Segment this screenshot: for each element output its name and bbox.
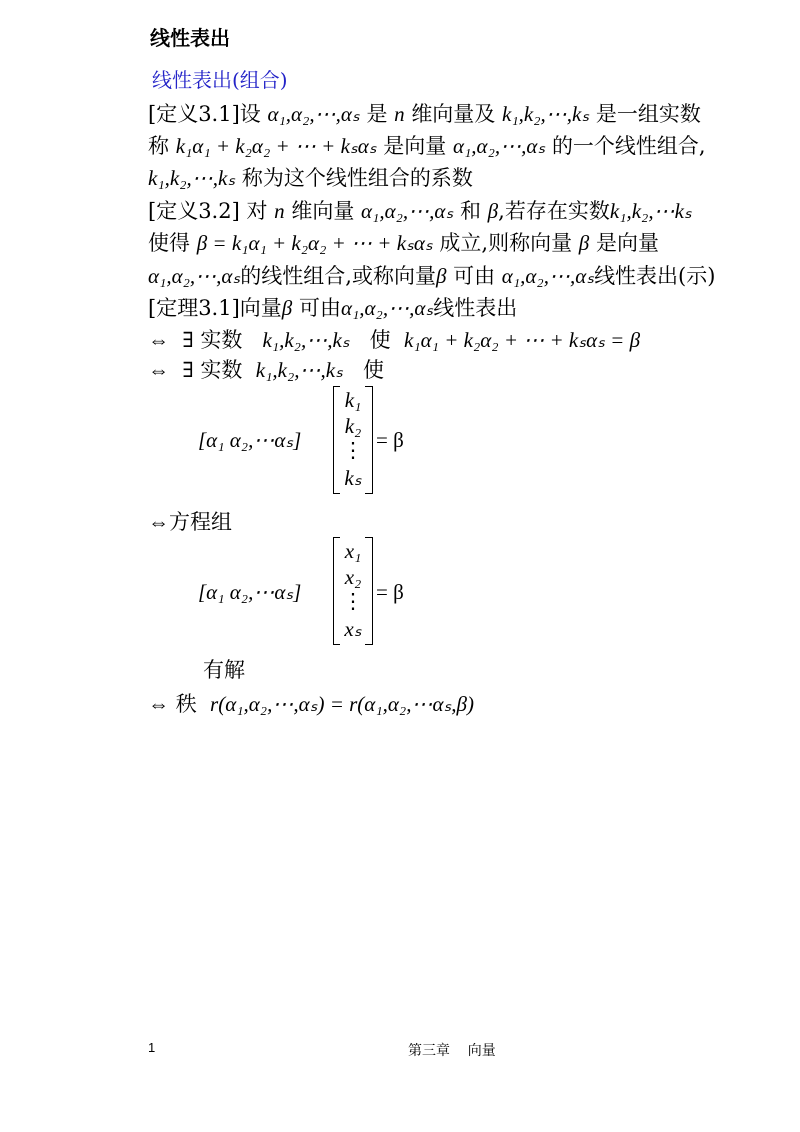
equivalence-line-4: [148, 688, 474, 718]
beta-symbol: β: [281, 296, 293, 320]
exists-text: ∃ 实数: [182, 358, 243, 382]
matrix-equation-2-lhs: [198, 580, 301, 605]
unknown-column-vector: [333, 537, 373, 645]
linear-combination-expr: k₁α₁ + k₂α₂ + ⋯ + kₛαₛ = β: [404, 328, 641, 352]
chapter-title: 第三章 向量: [408, 1043, 496, 1059]
iff-arrow-icon: ⇔: [148, 328, 169, 352]
definition-3-1-line-1: [148, 98, 701, 128]
definition-3-2-line-1: [148, 195, 692, 225]
vector-list: α₁,α₂,⋯,αₛ: [452, 134, 546, 158]
text-fragment: 和: [459, 199, 481, 223]
theorem-tag: [定理3.1]向量: [148, 296, 282, 320]
text-fragment: 线性表出: [433, 296, 518, 320]
text-fragment: 称为这个线性组合的系数: [241, 166, 473, 190]
matrix-equation-1-lhs: [198, 428, 301, 453]
text-fragment: 是一组实数: [595, 102, 701, 126]
text-fragment: 维向量: [291, 199, 355, 223]
equivalence-line-1: [148, 324, 640, 354]
text-fragment: 线性表出(示): [594, 264, 716, 288]
text-fragment: 使得: [148, 231, 190, 255]
vector-entry: k₂: [344, 414, 362, 438]
equivalence-line-3: [148, 506, 232, 536]
text-fragment: 维向量及: [411, 102, 496, 126]
text-fragment: 使: [362, 358, 384, 382]
definition-3-1-line-2: [148, 130, 706, 160]
vector-entry: x₂: [344, 565, 362, 589]
vector-entry: kₛ: [344, 466, 362, 490]
vector-entry: xₛ: [344, 617, 362, 641]
coefficient-list: k₁,k₂,⋯,kₛ: [255, 358, 343, 382]
coefficient-list: k₁,k₂,⋯kₛ: [609, 199, 692, 223]
iff-arrow-icon: ⇔: [148, 692, 169, 716]
coefficient-column-vector: [333, 386, 373, 494]
text-fragment: 成立,则称向量: [439, 231, 573, 255]
definition-tag: [定义3.1]设: [148, 102, 261, 126]
beta-symbol: β: [578, 231, 590, 255]
equals-beta: = β: [376, 428, 404, 452]
vector-entry: ⋮: [342, 438, 364, 462]
vector-list: α₁,α₂,⋯,αₛ: [501, 264, 595, 288]
equals-beta: = β: [376, 580, 404, 604]
text-fragment: 的一个线性组合,: [551, 134, 706, 158]
iff-arrow-icon: ⇔: [148, 510, 169, 534]
beta-symbol: β: [487, 199, 499, 223]
beta-symbol: β: [435, 264, 447, 288]
vector-entry: x₁: [344, 539, 362, 563]
page-title: 线性表出: [150, 26, 230, 50]
rank-text: 秩: [175, 692, 197, 716]
coefficient-list: k₁,k₂,⋯,kₛ: [148, 166, 236, 190]
definition-3-2-line-3: [148, 260, 715, 290]
vector-list: α₁,α₂,⋯,αₛ: [361, 199, 454, 223]
equivalence-line-2: [148, 354, 384, 384]
section-subtitle: 线性表出(组合): [152, 68, 288, 92]
text-fragment: 是向量: [383, 134, 447, 158]
vector-list: α₁,α₂,⋯,αₛ: [148, 264, 241, 288]
linear-combination-expr: k₁α₁ + k₂α₂ + ⋯ + kₛαₛ: [175, 134, 377, 158]
text-fragment: 是: [366, 102, 388, 126]
text-fragment: 称: [148, 134, 169, 158]
coefficient-list: k₁,k₂,⋯,kₛ: [502, 102, 590, 126]
vector-list: α₁,α₂,⋯,αₛ: [340, 296, 434, 320]
iff-arrow-icon: ⇔: [148, 358, 169, 382]
definition-tag: [定义3.2] 对: [148, 199, 268, 223]
dimension-n: n: [274, 199, 285, 223]
definition-3-1-line-3: [148, 162, 473, 192]
vector-matrix: [α₁ α₂,⋯αₛ]: [198, 580, 302, 604]
theorem-3-1: [148, 292, 517, 322]
definition-3-2-line-2: [148, 227, 659, 257]
vector-matrix: [α₁ α₂,⋯αₛ]: [198, 428, 302, 452]
exists-text: ∃ 实数: [182, 328, 243, 352]
coefficient-list: k₁,k₂,⋯,kₛ: [262, 328, 350, 352]
vector-list: α₁,α₂,⋯,αₛ: [267, 102, 360, 126]
linear-combination-expr: β = k₁α₁ + k₂α₂ + ⋯ + kₛαₛ: [196, 231, 433, 255]
text-fragment: 是向量: [595, 231, 659, 255]
text-fragment: 使: [369, 328, 391, 352]
text-fragment: 可由: [453, 264, 496, 288]
text-fragment: 的线性组合,或称向量: [240, 264, 436, 288]
rank-equation: r(α₁,α₂,⋯,αₛ) = r(α₁,α₂,⋯αₛ,β): [210, 692, 475, 716]
text-fragment: ,若存在实数: [498, 199, 610, 223]
equation-system-text: 方程组: [169, 510, 232, 534]
vector-entry: k₁: [344, 388, 362, 412]
dimension-n: n: [394, 102, 405, 126]
page-number: 1: [148, 1040, 156, 1055]
text-fragment: 可由: [298, 296, 341, 320]
has-solution-text: 有解: [203, 658, 245, 682]
vector-entry: ⋮: [342, 589, 364, 613]
